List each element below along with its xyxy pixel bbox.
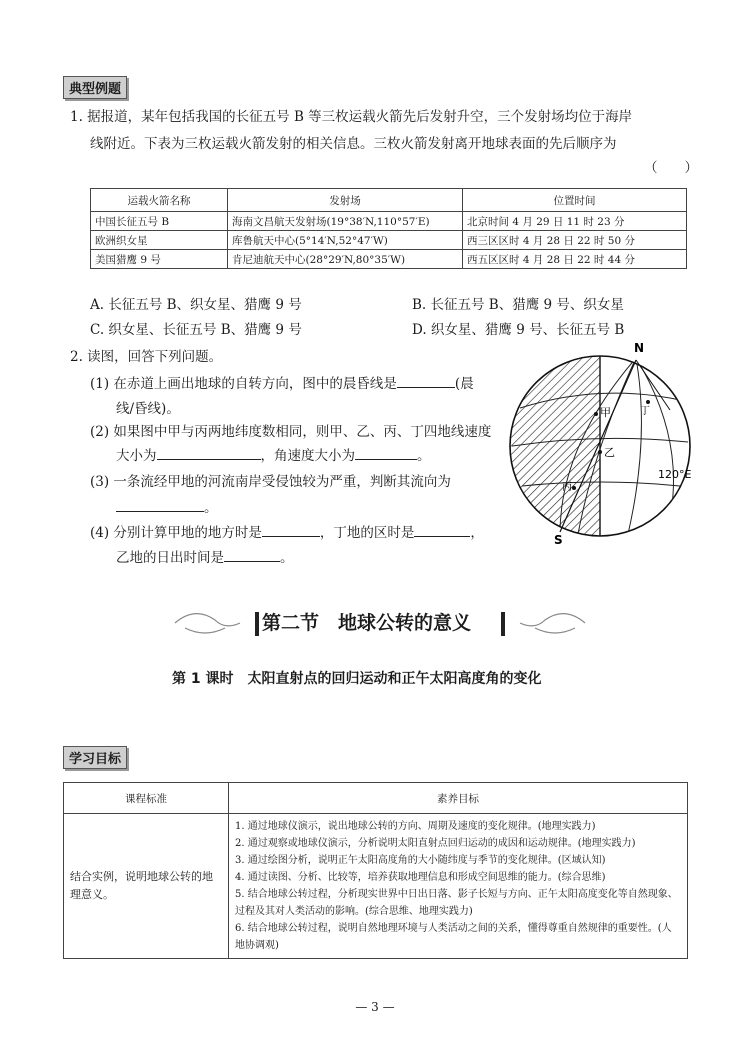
- label-s: S: [554, 533, 563, 547]
- q1-line2: 线附近。下表为三枚运载火箭发射的相关信息。三枚火箭发射离开地球表面的先后顺序为: [90, 136, 617, 152]
- ornament-right: [535, 628, 575, 633]
- objective-item: 3. 通过绘图分析，说明正午太阳高度角的大小随纬度与季节的变化规律。(区域认知): [235, 855, 606, 866]
- th-standard: 课程标准: [64, 783, 229, 814]
- q2-part2-text-a: 大小为: [116, 448, 157, 464]
- objective-item: 6. 结合地球公转过程，说明自然地理环境与人类活动之间的关系，懂得尊重自然规律的重要性。(人地协调观): [235, 923, 672, 951]
- q2-part4-text-a: (4) 分别计算甲地的地方时是: [90, 525, 262, 541]
- answer-blank[interactable]: [397, 375, 455, 388]
- lesson-title: 第 1 课时 太阳直射点的回归运动和正午太阳高度角的变化: [172, 671, 542, 687]
- option-c[interactable]: C. 织女星、长征五号 B、猎鹰 9 号: [90, 322, 302, 338]
- point-ding: [646, 400, 650, 404]
- ornament-left: [185, 628, 225, 633]
- q2-intro: 2. 读图，回答下列问题。: [70, 349, 223, 365]
- q2-part3-line2: [116, 496, 218, 516]
- q1-line1: 1. 据报道，某年包括我国的长征五号 B 等三枚运载火箭先后发射升空，三个发射场均位于海岸: [70, 109, 633, 125]
- th-site: 发射场: [228, 189, 463, 212]
- objective-item: 5. 结合地球公转过程，分析现实世界中日出日落、影子长短与方向、正午太阳高度变化等自然现象、过程及其对人类活动的影响。(综合思维、地理实践力): [235, 889, 678, 917]
- globe-figure: [500, 338, 700, 548]
- standard-cell: 结合实例，说明地球公转的地理意义。: [64, 814, 229, 959]
- q2-part4-line1: [90, 521, 484, 541]
- answer-blank[interactable]: [355, 447, 417, 460]
- option-b[interactable]: B. 长征五号 B、猎鹰 9 号、织女星: [412, 297, 624, 313]
- night-side-hatch: [500, 338, 600, 548]
- point-jia: [594, 412, 598, 416]
- label-yi: 乙: [604, 446, 615, 459]
- point-yi: [598, 450, 602, 454]
- label-120e: 120°E: [658, 468, 692, 481]
- objective-item: 2. 通过观察或地球仪演示，分析说明太阳直射点回归运动的成因和运动规律。(地理实践力): [235, 838, 636, 849]
- label-n: N: [634, 341, 645, 355]
- answer-blank[interactable]: [116, 499, 204, 512]
- q2-part2-line2: [116, 444, 431, 464]
- q2-part1-hint: (晨: [454, 376, 474, 392]
- goals-header-row: [64, 783, 688, 814]
- q2-part2-line1: (2) 如果图中甲与丙两地纬度数相同，则甲、乙、丙、丁四地线速度: [90, 424, 492, 440]
- q2-part4-text-e: 。: [280, 550, 294, 566]
- q2-part3-line1: (3) 一条流经甲地的河流南岸受侵蚀较为严重，判断其流向为: [90, 474, 451, 490]
- section-tag-examples: 典型例题: [63, 76, 127, 99]
- th-objectives: 素养目标: [229, 783, 688, 814]
- th-rocket: 运载火箭名称: [91, 189, 228, 212]
- answer-blank[interactable]: [224, 549, 280, 562]
- table-cell: 西五区区时 4 月 28 日 22 时 44 分: [463, 250, 687, 269]
- q2-part4-line2: [116, 546, 294, 566]
- option-a[interactable]: A. 长征五号 B、织女星、猎鹰 9 号: [90, 297, 302, 313]
- label-bing: 丙: [562, 482, 572, 493]
- q2-part4-text-b: ，丁地的区时是: [319, 525, 415, 541]
- meridian-line: [628, 358, 641, 534]
- goals-table: [63, 782, 688, 959]
- point-bing: [572, 486, 576, 490]
- goals-row: [64, 814, 688, 959]
- table-row: [91, 231, 687, 250]
- answer-blank[interactable]: [157, 447, 261, 460]
- table-row: [91, 212, 687, 231]
- table-row: [91, 250, 687, 269]
- q2-part1-text: (1) 在赤道上画出地球的自转方向，图中的晨昏线是: [90, 376, 397, 392]
- option-d[interactable]: D. 织女星、猎鹰 9 号、长征五号 B: [412, 322, 625, 338]
- table-cell: 海南文昌航天发射场(19°38′N,110°57′E): [228, 212, 463, 231]
- table-cell: 肯尼迪航天中心(28°29′N,80°35′W): [228, 250, 463, 269]
- q2-part4-text-d: 乙地的日出时间是: [116, 550, 224, 566]
- q2-part2-text-c: 。: [417, 448, 431, 464]
- q2-part1-line1: [90, 372, 474, 392]
- section-title: 第二节 地球公转的意义: [262, 612, 472, 634]
- table-cell: 欧洲织女星: [91, 231, 228, 250]
- table-cell: 西三区区时 4 月 28 日 22 时 50 分: [463, 231, 687, 250]
- answer-blank[interactable]: [414, 524, 470, 537]
- table-cell: 北京时间 4 月 29 日 11 时 23 分: [463, 212, 687, 231]
- page-number: — 3 —: [355, 1000, 395, 1014]
- answer-blank[interactable]: [262, 524, 320, 537]
- ornament-right: [520, 614, 585, 626]
- q2-part1-line2: 线/昏线)。: [116, 401, 180, 417]
- objective-item: 4. 通过读图、分析、比较等，培养获取地理信息和形成空间思维的能力。(综合思维): [235, 872, 606, 883]
- q2-part2-text-b: ，角速度大小为: [260, 448, 355, 464]
- th-time: 位置时间: [463, 189, 687, 212]
- objective-item: 1. 通过地球仪演示，说出地球公转的方向、周期及速度的变化规律。(地理实践力): [235, 821, 596, 832]
- title-bar-right: [501, 612, 505, 636]
- q2-part4-text-c: ，: [470, 525, 484, 541]
- label-ding: 丁: [640, 406, 650, 417]
- table-cell: 美国猎鹰 9 号: [91, 250, 228, 269]
- table-header-row: [91, 189, 687, 212]
- section-tag-goals: 学习目标: [63, 746, 127, 769]
- q1-table: [90, 188, 687, 269]
- table-cell: 库鲁航天中心(5°14′N,52°47′W): [228, 231, 463, 250]
- ornament-left: [175, 614, 240, 626]
- title-bar-left: [255, 612, 259, 636]
- q2-part3-end: 。: [204, 500, 218, 516]
- table-cell: 中国长征五号 B: [91, 212, 228, 231]
- objectives-cell: [229, 814, 688, 959]
- q1-paren: （ ）: [644, 160, 698, 176]
- label-jia: 甲: [600, 406, 611, 419]
